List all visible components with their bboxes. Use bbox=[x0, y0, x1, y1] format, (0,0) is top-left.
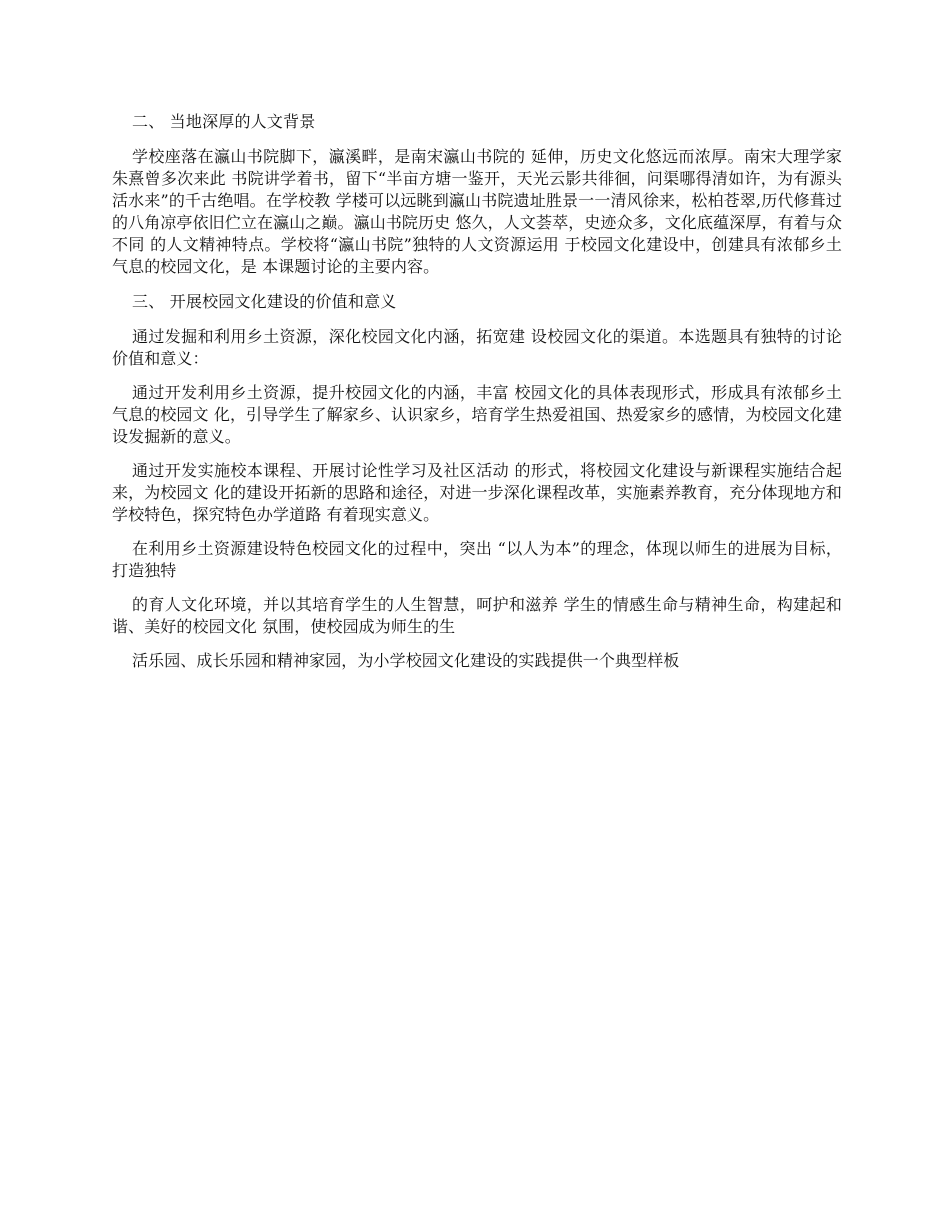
paragraph: 在利用乡土资源建设特色校园文化的过程中，突出 “以人为本”的理念，体现以师生的进展为目标，打造独特 bbox=[112, 539, 842, 580]
paragraph: 通过发掘和利用乡土资源，深化校园文化内涵，拓宽建 设校园文化的渠道。本选题具有独特的讨论价值和意义： bbox=[112, 327, 842, 368]
paragraph: 学校座落在瀛山书院脚下，瀛溪畔，是南宋瀛山书院的 延伸，历史文化悠远而浓厚。南宋大理学家朱熹曾多次来此 书院讲学着书，留下“半亩方塘一鉴开，天光云影共徘徊，问渠哪得清如许，为有源头活水来”的千古绝唱。在学校教 学楼可以远眺到瀛山书院遗址胜景一一清风徐来，松柏苍翠,历代修葺过的八角凉亭依旧伫立在瀛山之巅。瀛山书院历史 悠久，人文荟萃，史迹众多，文化底蕴深厚，有着与众不同 的人文精神特点。学校将“瀛山书院”独特的人文资源运用 于校园文化建设中，创建具有浓郁乡土气息的校园文化，是 本课题讨论的主要内容。 bbox=[112, 147, 842, 276]
document-page bbox=[112, 110, 842, 684]
paragraph: 的育人文化环境，并以其培育学生的人生智慧，呵护和滋养 学生的情感生命与精神生命，构建起和谐、美好的校园文化 氛围，使校园成为师生的生 bbox=[112, 595, 842, 636]
paragraph: 通过开发实施校本课程、开展讨论性学习及社区活动 的形式，将校园文化建设与新课程实施结合起来，为校园文 化的建设开拓新的思路和途径，对进一步深化课程改革，实施素养教育，充分体现地方和学校特色，探究特色办学道路 有着现实意义。 bbox=[112, 461, 842, 524]
paragraph: 通过开发利用乡土资源，提升校园文化的内涵，丰富 校园文化的具体表现形式，形成具有浓郁乡土气息的校园文 化，引导学生了解家乡、认识家乡，培育学生热爱祖国、热爱家乡的感情，为校园文化建设发掘新的意义。 bbox=[112, 383, 842, 446]
section-heading-2: 二、 当地深厚的人文背景 bbox=[132, 112, 316, 131]
section-heading-3: 三、 开展校园文化建设的价值和意义 bbox=[132, 292, 397, 311]
paragraph: 活乐园、成长乐园和精神家园，为小学校园文化建设的实践提供一个典型样板 bbox=[132, 651, 680, 670]
